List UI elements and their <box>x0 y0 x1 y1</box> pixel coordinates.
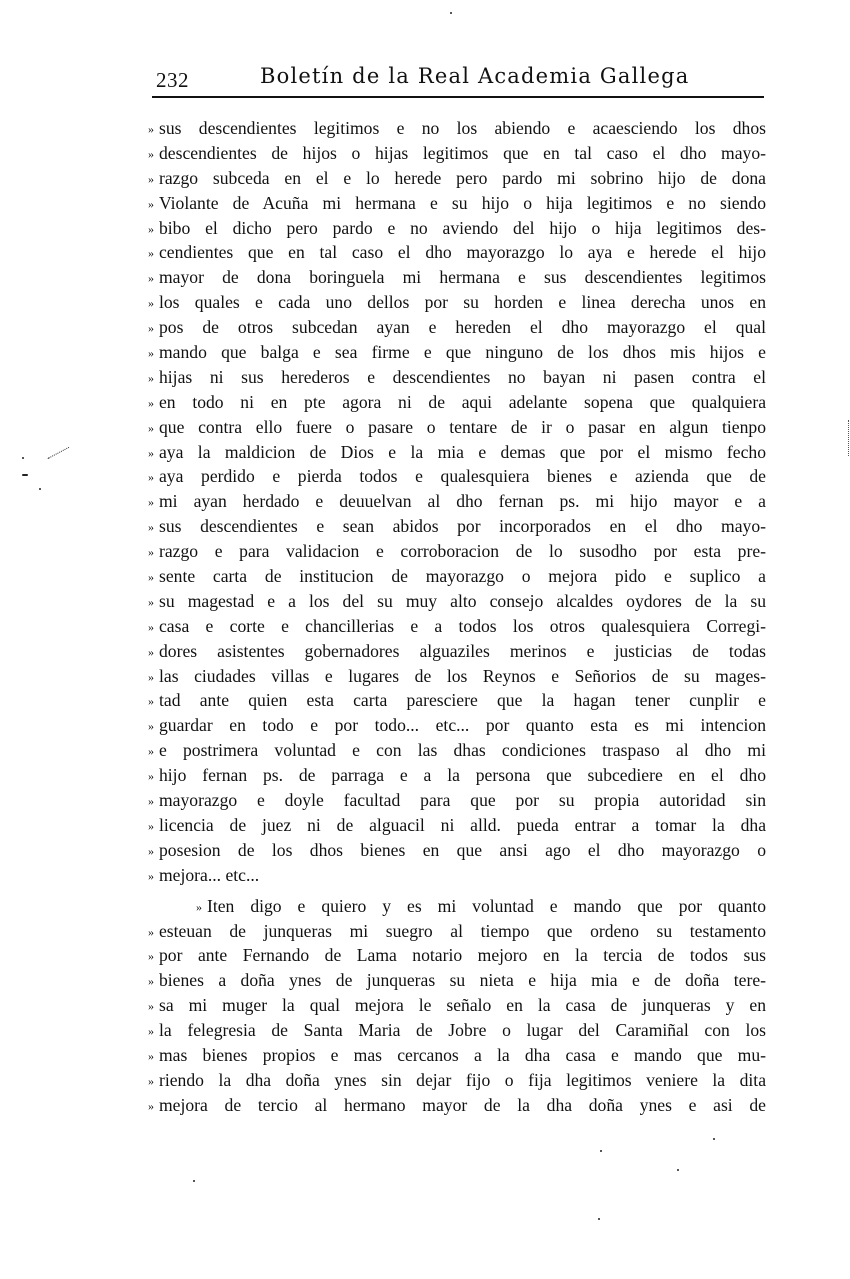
quote-mark: » <box>148 196 154 211</box>
quote-mark: » <box>148 520 154 535</box>
quote-mark: » <box>148 146 154 161</box>
text-line: » en todo ni en pte agora ni de aqui adelante sopena que qualquiera <box>148 390 766 415</box>
text-line: » hijas ni sus herederos e descendientes no bayan ni pasen contra el <box>148 365 766 390</box>
text-line: » mayorazgo e doyle facultad para que por su propia autoridad sin <box>148 788 766 813</box>
text-line: » su magestad e a los del su muy alto consejo alcaldes oydores de la su <box>148 589 766 614</box>
body-text <box>148 116 766 1118</box>
quote-mark: » <box>148 495 154 510</box>
scan-speck <box>22 474 28 476</box>
scan-speck <box>39 488 41 490</box>
quote-mark: » <box>148 545 154 560</box>
scan-speck <box>22 457 24 459</box>
quote-mark: » <box>148 974 154 989</box>
quote-mark: » <box>148 171 154 186</box>
text-line: » sa mi muger la qual mejora le señalo en la casa de junqueras y en <box>148 993 766 1018</box>
running-head <box>152 64 764 94</box>
text-line: » los quales e cada uno dellos por su horden e linea derecha unos en <box>148 290 766 315</box>
text-line: » casa e corte e chancillerias e a todos los otros qualesquiera Corregi- <box>148 614 766 639</box>
quote-mark: » <box>148 644 154 659</box>
quote-mark: » <box>148 271 154 286</box>
text-line: » tad ante quien esta carta paresciere que la hagan tener cunplir e <box>148 688 766 713</box>
scan-speck <box>193 1180 195 1182</box>
text-line: » esteuan de junqueras mi suegro al tiempo que ordeno su testamento <box>148 919 766 944</box>
quote-mark: » <box>148 1024 154 1039</box>
scan-speck <box>598 1218 600 1220</box>
scan-speck <box>713 1138 715 1140</box>
text-line: » cendientes que en tal caso el dho mayorazgo lo aya e herede el hijo <box>148 240 766 265</box>
quote-mark: » <box>148 694 154 709</box>
text-line: » licencia de juez ni de alguacil ni alld. pueda entrar a tomar la dha <box>148 813 766 838</box>
paragraph-1 <box>148 116 766 888</box>
quote-mark: » <box>148 570 154 585</box>
quote-mark: » <box>148 719 154 734</box>
quote-mark: » <box>148 370 154 385</box>
text-line: » sente carta de institucion de mayorazgo o mejora pido e suplico a <box>148 564 766 589</box>
quote-mark: » <box>148 594 154 609</box>
text-line: » la felegresia de Santa Maria de Jobre o lugar del Caramiñal con los <box>148 1018 766 1043</box>
quote-mark: » <box>148 949 154 964</box>
quote-mark: » <box>196 899 202 914</box>
quote-mark: » <box>148 924 154 939</box>
text-line: » Violante de Acuña mi hermana e su hijo o hija legitimos e no siendo <box>148 191 766 216</box>
text-line: » bibo el dicho pero pardo e no aviendo del hijo o hija legitimos des- <box>148 216 766 241</box>
text-line: » riendo la dha doña ynes sin dejar fijo o fija legitimos veniere la dita <box>148 1068 766 1093</box>
quote-mark: » <box>148 1073 154 1088</box>
text-line: » sus descendientes legitimos e no los abiendo e acaesciendo los dhos <box>148 116 766 141</box>
text-line: » dores asistentes gobernadores alguaziles merinos e justicias de todas <box>148 639 766 664</box>
quote-mark: » <box>148 843 154 858</box>
text-line: » aya perdido e pierda todos e qualesquiera bienes e azienda que de <box>148 464 766 489</box>
page-number: 232 <box>156 68 189 92</box>
quote-mark: » <box>148 122 154 136</box>
text-line: » las ciudades villas e lugares de los Reynos e Señorios de su mages- <box>148 664 766 689</box>
quote-mark: » <box>148 346 154 361</box>
quote-mark: » <box>148 321 154 336</box>
text-line: » que contra ello fuere o pasare o tentare de ir o pasar en algun tienpo <box>148 415 766 440</box>
quote-mark: » <box>148 221 154 236</box>
text-line: » Iten digo e quiero y es mi voluntad e mando que por quanto <box>148 894 766 919</box>
text-line: » mejora... etc... <box>148 863 766 888</box>
quote-mark: » <box>148 296 154 311</box>
text-line: » posesion de los dhos bienes en que ansi ago el dho mayorazgo o <box>148 838 766 863</box>
text-line: » por ante Fernando de Lama notario mejoro en la tercia de todos sus <box>148 943 766 968</box>
text-line: » razgo e para validacion e corroboracion de lo susodho por esta pre- <box>148 539 766 564</box>
text-line: » mejora de tercio al hermano mayor de la dha doña ynes e asi de <box>148 1093 766 1118</box>
paragraph-2 <box>148 894 766 1118</box>
text-line: » mayor de dona boringuela mi hermana e sus descendientes legitimos <box>148 265 766 290</box>
text-line: » pos de otros subcedan ayan e hereden el dho mayorazgo el qual <box>148 315 766 340</box>
text-line: » e postrimera voluntad e con las dhas condiciones traspaso al dho mi <box>148 738 766 763</box>
quote-mark: » <box>148 1098 154 1113</box>
quote-mark: » <box>148 420 154 435</box>
journal-title: Boletín de la Real Academia Gallega <box>260 64 690 88</box>
quote-mark: » <box>148 818 154 833</box>
text-line: » descendientes de hijos o hijas legitimos que en tal caso el dho mayo- <box>148 141 766 166</box>
text-line: » sus descendientes e sean abidos por incorporados en el dho mayo- <box>148 514 766 539</box>
text-line: » hijo fernan ps. de parraga e a la persona que subcediere en el dho <box>148 763 766 788</box>
scan-speck <box>48 447 70 460</box>
text-line: » mi ayan herdado e deuuelvan al dho fernan ps. mi hijo mayor e a <box>148 489 766 514</box>
quote-mark: » <box>148 999 154 1014</box>
text-line: » razgo subceda en el e lo herede pero pardo mi sobrino hijo de dona <box>148 166 766 191</box>
quote-mark: » <box>148 246 154 261</box>
quote-mark: » <box>148 619 154 634</box>
text-line: » mando que balga e sea firme e que ninguno de los dhos mis hijos e <box>148 340 766 365</box>
quote-mark: » <box>148 1048 154 1063</box>
text-line: » guardar en todo e por todo... etc... por quanto esta es mi intencion <box>148 713 766 738</box>
scan-speck <box>600 1150 602 1152</box>
text-line: » bienes a doña ynes de junqueras su nieta e hija mia e de doña tere- <box>148 968 766 993</box>
quote-mark: » <box>148 794 154 809</box>
text-line: » aya la maldicion de Dios e la mia e demas que por el mismo fecho <box>148 440 766 465</box>
quote-mark: » <box>148 868 154 883</box>
header-rule <box>152 96 764 98</box>
quote-mark: » <box>148 769 154 784</box>
quote-mark: » <box>148 470 154 485</box>
scan-speck <box>450 12 452 14</box>
quote-mark: » <box>148 669 154 684</box>
quote-mark: » <box>148 744 154 759</box>
text-line: » mas bienes propios e mas cercanos a la dha casa e mando que mu- <box>148 1043 766 1068</box>
quote-mark: » <box>148 445 154 460</box>
quote-mark: » <box>148 395 154 410</box>
scan-speck <box>677 1169 679 1171</box>
